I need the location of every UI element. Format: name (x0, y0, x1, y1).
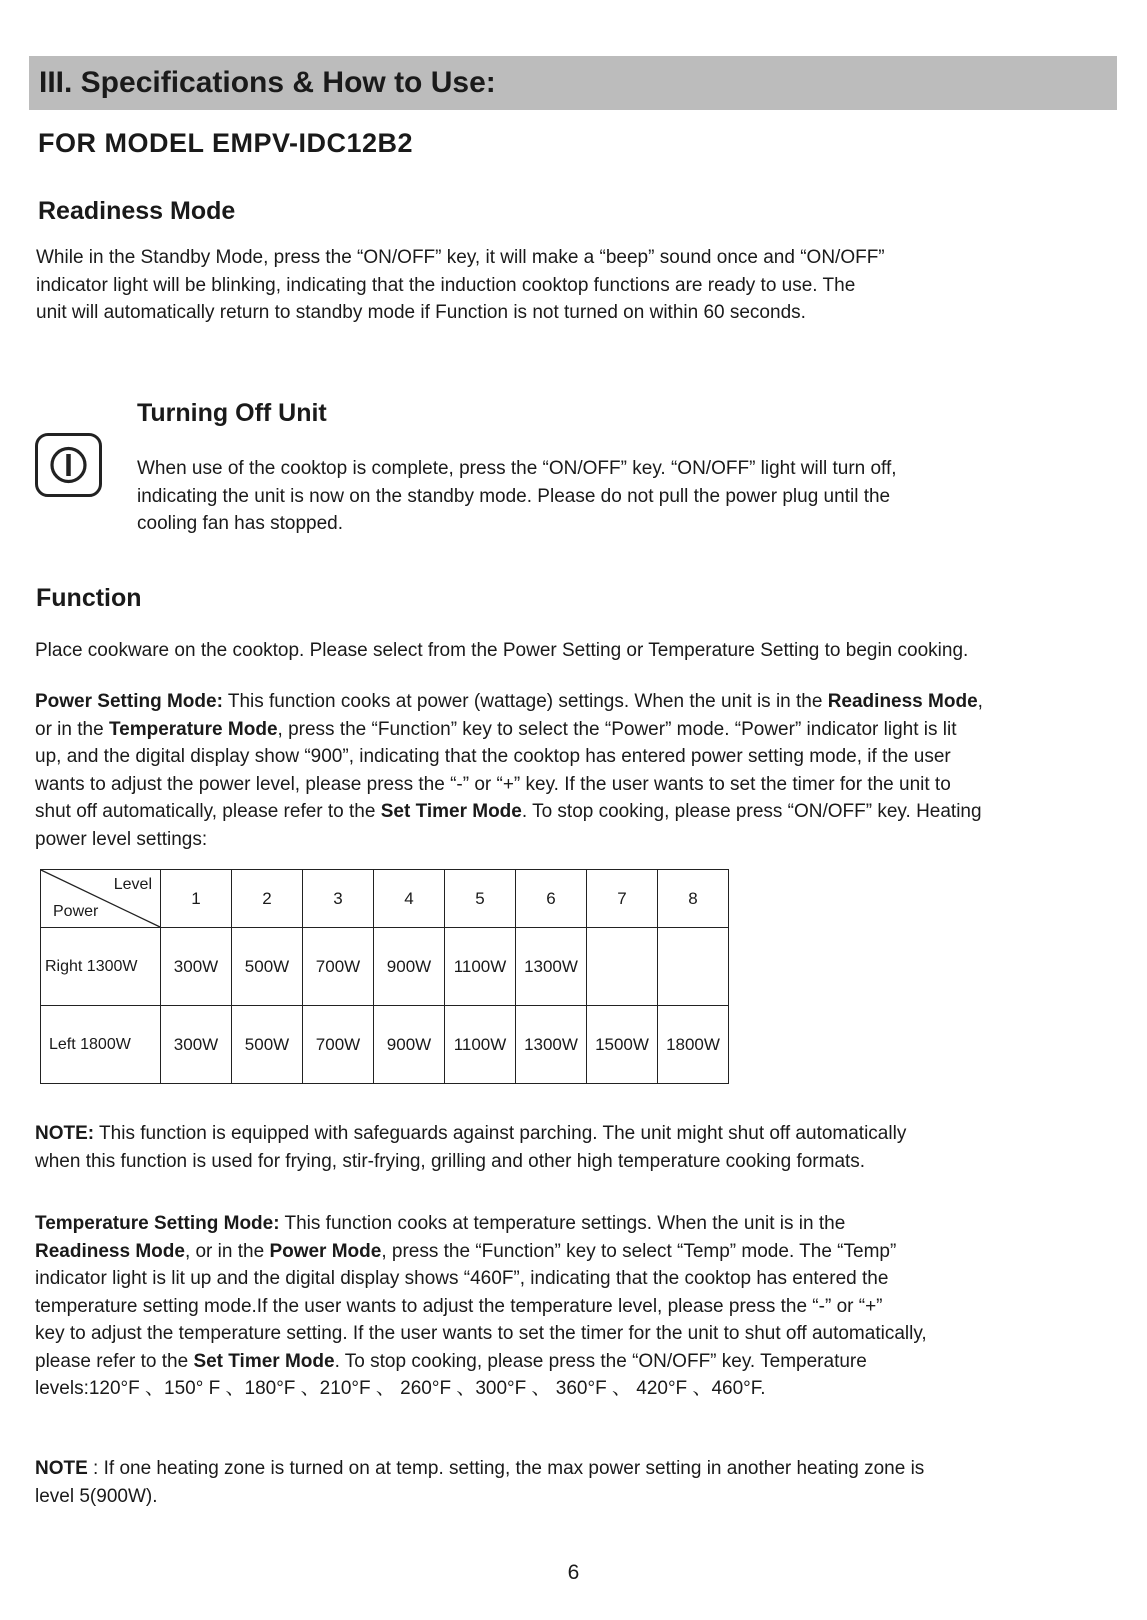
set-timer-mode-ref: Set Timer Mode (193, 1350, 335, 1372)
power-mode-line-5 (35, 798, 983, 826)
temp-mode-line-1 (35, 1210, 927, 1238)
turning-off-heading: Turning Off Unit (137, 399, 327, 427)
table-cell: 1300W (516, 1006, 587, 1084)
turning-off-text (137, 455, 897, 538)
power-mode-line-6: power level settings: (35, 828, 208, 850)
temperature-mode-text (35, 1210, 927, 1403)
table-row (41, 928, 729, 1006)
row-label-left: Left 1800W (41, 1006, 161, 1084)
note-safeguards (35, 1120, 906, 1175)
text-span: shut off automatically, please refer to the (35, 801, 381, 822)
note2-label: NOTE (35, 1458, 88, 1479)
table-cell (658, 928, 729, 1006)
table-cell: 300W (161, 928, 232, 1006)
power-icon (35, 433, 102, 497)
model-title: FOR MODEL EMPV-IDC12B2 (38, 128, 414, 158)
table-cell: 1100W (445, 1006, 516, 1084)
text-span: , (977, 691, 983, 712)
temp-mode-line-5: key to adjust the temperature setting. If the user wants to set the timer for the unit to shut off automatically, (35, 1323, 927, 1344)
turning-off-line: cooling fan has stopped. (137, 513, 343, 534)
temp-mode-line-4: temperature setting mode.If the user wants to adjust the temperature level, please press the “-” or “+” (35, 1295, 883, 1317)
level-header: 6 (516, 870, 587, 928)
level-header: 5 (445, 870, 516, 928)
readiness-text (36, 244, 885, 327)
table-cell (587, 928, 658, 1006)
corner-level-label: Level (113, 876, 152, 893)
note-line-2: when this function is used for frying, stir-frying, grilling and other high temperature cooking formats. (35, 1150, 866, 1172)
text-span: . To stop cooking, please press the “ON/OFF” key. Temperature (334, 1350, 867, 1372)
level-header: 3 (303, 870, 374, 928)
power-mode-ref: Power Mode (269, 1240, 382, 1262)
temperature-mode-ref: Temperature Mode (108, 718, 278, 740)
level-header: 8 (658, 870, 729, 928)
level-header: 2 (232, 870, 303, 928)
note-line-1 (35, 1120, 906, 1148)
turning-off-line: indicating the unit is now on the standby mode. Please do not pull the power plug until the (137, 485, 891, 507)
power-mode-text (35, 688, 983, 853)
text-span: . To stop cooking, please press “ON/OFF” key. Heating (521, 801, 982, 822)
power-mode-line-2 (35, 716, 983, 744)
section-title: III. Specifications & How to Use: (29, 56, 1117, 110)
level-header: 1 (161, 870, 232, 928)
power-level-table (40, 869, 729, 1084)
turning-off-line: When use of the cooktop is complete, press the “ON/OFF” key. “ON/OFF” light will turn off, (137, 458, 897, 479)
text-span: : If one heating zone is turned on at temp. setting, the max power setting in another heating zone is (87, 1458, 925, 1479)
set-timer-mode-ref: Set Timer Mode (380, 801, 522, 822)
table-cell: 500W (232, 1006, 303, 1084)
note2-line-1 (35, 1455, 924, 1483)
table-header-row (41, 870, 729, 928)
table-cell: 1300W (516, 928, 587, 1006)
readiness-mode-ref: Readiness Mode (827, 691, 978, 712)
page-number: 6 (567, 1561, 580, 1584)
corner-power-label: Power (53, 903, 99, 920)
table-cell: 1100W (445, 928, 516, 1006)
table-cell: 900W (374, 928, 445, 1006)
readiness-mode-ref: Readiness Mode (35, 1240, 185, 1262)
note2-line-2: level 5(900W). (35, 1485, 158, 1507)
readiness-line: unit will automatically return to standby mode if Function is not turned on within 60 seconds. (36, 302, 806, 323)
temp-mode-label: Temperature Setting Mode: (35, 1213, 280, 1234)
note-label: NOTE: (35, 1123, 95, 1144)
function-intro: Place cookware on the cooktop. Please select from the Power Setting or Temperature Setting to begin cooking. (35, 640, 969, 661)
table-cell: 1800W (658, 1006, 729, 1084)
level-header: 4 (374, 870, 445, 928)
temp-mode-line-7: levels:120°F 、150° F 、180°F 、210°F 、 260°F 、300°F 、 360°F 、 420°F 、460°F. (35, 1378, 766, 1399)
temp-mode-line-3: indicator light is lit up and the digital display shows “460F”, indicating that the cooktop has entered the (35, 1268, 889, 1289)
table-cell: 300W (161, 1006, 232, 1084)
power-mode-line-3: up, and the digital display show “900”, indicating that the cooktop has entered power setting mode, if the user (35, 746, 951, 767)
text-span: This function is equipped with safeguards against parching. The unit might shut off automatically (94, 1123, 907, 1144)
temp-mode-line-2 (35, 1238, 927, 1266)
text-span: This function cooks at power (wattage) settings. When the unit is in the (222, 691, 828, 712)
readiness-line: indicator light will be blinking, indicating that the induction cooktop functions are ready to use. The (36, 274, 856, 296)
readiness-heading: Readiness Mode (38, 197, 236, 225)
power-mode-line-4: wants to adjust the power level, please press the “-” or “+” key. If the user wants to set the timer for the unit to (35, 773, 951, 795)
table-cell: 700W (303, 1006, 374, 1084)
table-row (41, 1006, 729, 1084)
function-heading: Function (36, 584, 142, 612)
table-cell: 900W (374, 1006, 445, 1084)
text-span: or in the (35, 718, 109, 740)
table-corner-cell (41, 870, 161, 928)
power-mode-line-1 (35, 688, 983, 716)
readiness-line: While in the Standby Mode, press the “ON/OFF” key, it will make a “beep” sound once and “ON/OFF” (36, 247, 885, 268)
level-header: 7 (587, 870, 658, 928)
temp-mode-line-6 (35, 1348, 927, 1376)
table-cell: 1500W (587, 1006, 658, 1084)
text-span: , press the “Function” key to select “Temp” mode. The “Temp” (381, 1240, 897, 1262)
table-cell: 500W (232, 928, 303, 1006)
note-heating-zone (35, 1455, 924, 1510)
text-span: , or in the (184, 1240, 270, 1262)
text-span: This function cooks at temperature settings. When the unit is in the (279, 1213, 846, 1234)
table-cell: 700W (303, 928, 374, 1006)
text-span: please refer to the (35, 1350, 194, 1372)
row-label-right: Right 1300W (41, 928, 161, 1006)
text-span: , press the “Function” key to select the “Power” mode. “Power” indicator light is lit (277, 718, 957, 740)
power-mode-label: Power Setting Mode: (35, 691, 223, 712)
